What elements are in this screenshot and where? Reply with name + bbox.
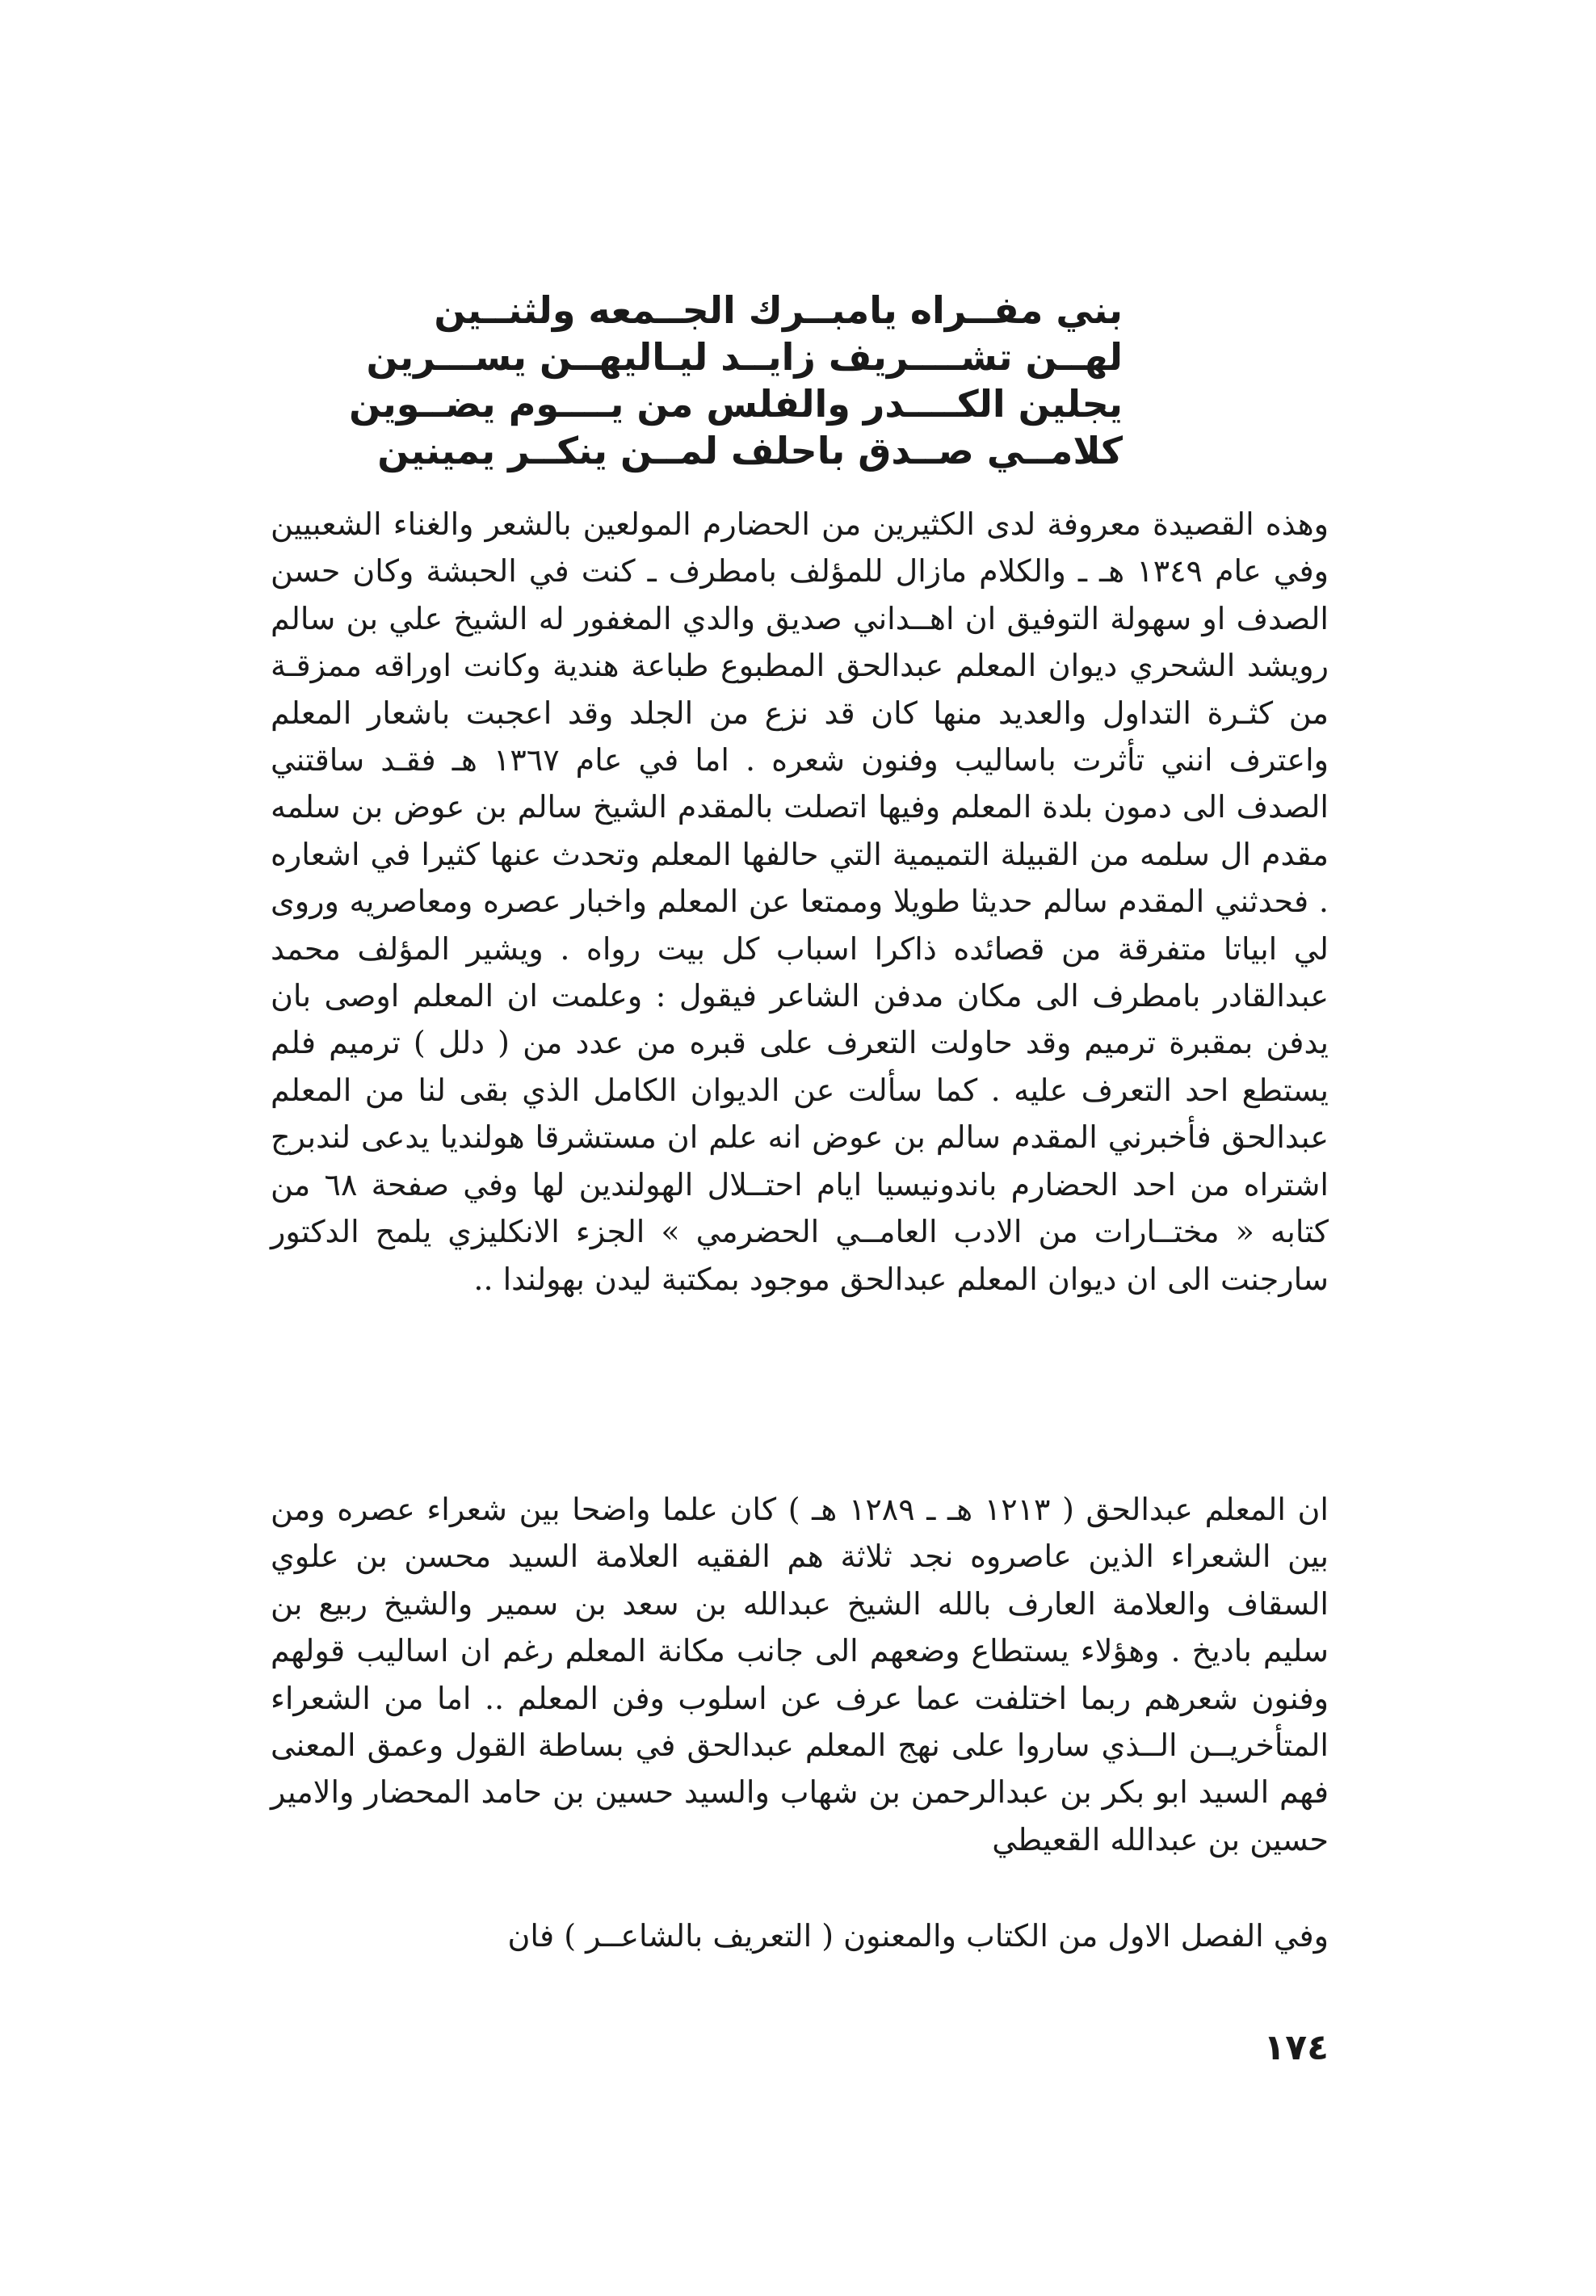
poem-line: كلامــي صــدق باحلف لمــن ينكــر يمينين	[377, 429, 1123, 472]
paragraph-2: ان المعلم عبدالحق ( ١٢١٣ هـ ـ ١٢٨٩ هـ ) كان علما واضحا بين شعراء عصره ومن بين الشعراء الذين عاصروه نجد ثلاثة هم الفقيه العلامة السيد محسن بن علوي السقاف والعلامة العارف بالله الشيخ عبدالله بن سعد بن سمير والشيخ ربيع بن سليم باديخ . وهؤلاء يستطاع وضعهم الى جانب مكانة المعلم رغم ان اساليب قولهم وفنون شعرهم ربما اختلفت عما عرف عن اسلوب وفن المعلم .. اما من الشعراء المتأخريــن الــذي ساروا على نهج المعلم عبدالحق في بساطة القول وعمق المعنى فهم السيد ابو بكر بن عبدالرحمن بن شهاب والسيد حسين بن حامد المحضار والامير حسين بن عبدالله القعيطي	[271, 1492, 1329, 1857]
poem-line: لهــن تشــــريف زايــد ليـاليهــن يســـرين	[366, 335, 1123, 379]
page-number: ١٧٤	[1263, 2027, 1329, 2068]
poem-line: بني مفــراه يامبــرك الجــمعه ولثنــين	[434, 288, 1123, 332]
poem-line: يجلين الكــــدر والفلس من يــــوم يضــوين	[349, 382, 1123, 426]
poem-stanza	[349, 287, 1123, 474]
paragraph-1: وهذه القصيدة معروفة لدى الكثيرين من الحضارم المولعين بالشعر والغناء الشعبيين وفي عام ١٣٤٩ هـ ـ والكلام مازال للمؤلف بامطرف ـ كنت في الحبشة وكان حسن الصدف او سهولة التوفيق ان اهــداني صديق والدي المغفور له الشيخ علي بن سالم رويشد الشحري ديوان المعلم عبدالحق المطبوع طباعة هندية وكانت اوراقه ممزقـة من كثـرة التداول والعديد منها كان قد نزع من الجلد وقد اعجبت باشعار المعلم واعترف انني تأثرت باساليب وفنون شعره . اما في عام ١٣٦٧ هـ فقـد ساقتني الصدف الى دمون بلدة المعلم وفيها اتصلت بالمقدم الشيخ سالم بن عوض بن سلمه مقدم ال سلمه من القبيلة التميمية التي حالفها المعلم وتحدث عنها كثيرا في اشعاره . فحدثني المقدم سالم حديثا طويلا وممتعا عن المعلم واخبار عصره ومعاصريه وروى لي ابياتا متفرقة من قصائده ذاكرا اسباب كل بيت رواه . ويشير المؤلف محمد عبدالقادر بامطرف الى مكان مدفن الشاعر فيقول : وعلمت ان المعلم اوصى بان يدفن بمقبرة ترميم وقد حاولت التعرف على قبره من عدد من ( دلل ) ترميم فلم يستطع احد التعرف عليه . كما سألت عن الديوان الكامل الذي بقى لنا من المعلم عبدالحق فأخبرني المقدم سالم بن عوض انه علم ان مستشرقا هولنديا يدعى لندبرج اشتراه من احد الحضارم باندونيسيا ايام احتــلال الهولندين لها وفي صفحة ٦٨ من كتابه « مختــارات من الادب العامــي الحضرمي » الجزء الانكليزي يلمح الدكتور سارجنت الى ان ديوان المعلم عبدالحق موجود بمكتبة ليدن بهولندا ..	[271, 506, 1329, 1297]
paragraph-3: وفي الفصل الاول من الكتاب والمعنون ( التعريف بالشاعــر ) فان	[507, 1918, 1329, 1954]
